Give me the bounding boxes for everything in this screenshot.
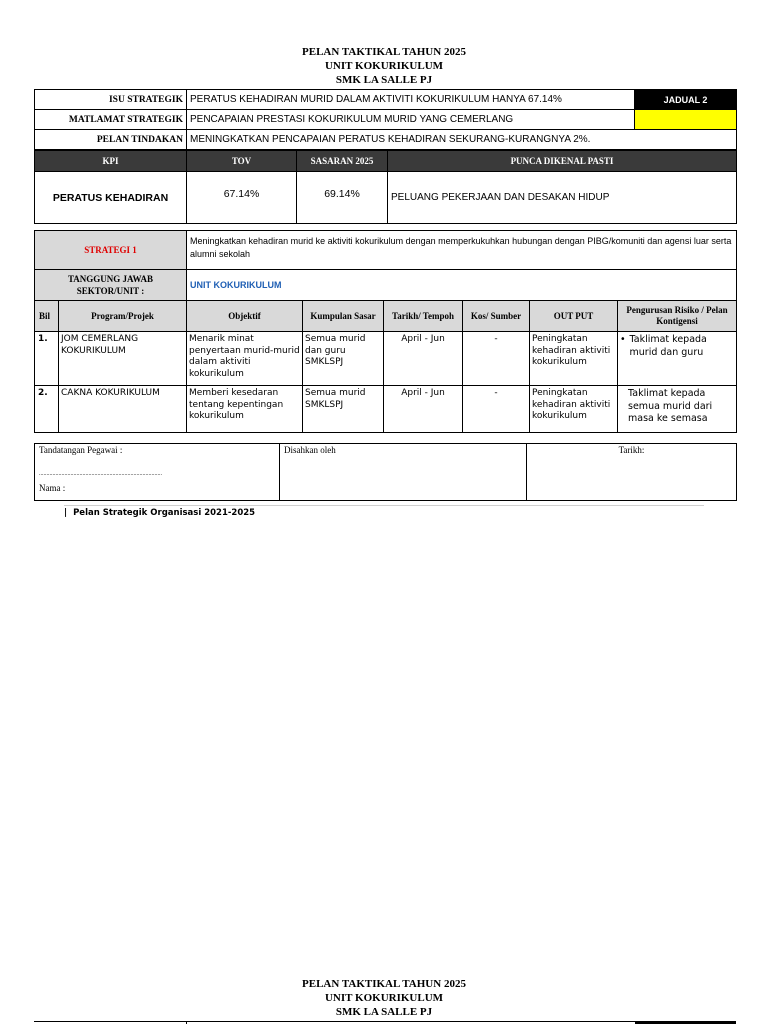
row-objektif: Memberi kesedaran tentang kepentingan kokurikulum [187,386,303,433]
tov-header: TOV [187,151,297,172]
title-line-1: PELAN TAKTIKAL TAHUN 2025 [302,978,466,990]
strategy-title: STRATEGI 1 [35,231,187,270]
row-program: CAKNA KOKURIKULUM [59,386,187,433]
table-row [35,386,737,433]
col-program: Program/Projek [59,301,187,332]
pelan-label: PELAN TINDAKAN [35,130,187,150]
sasaran-header: SASARAN 2025 [297,151,388,172]
tanggung-jawab-label-line-1: TANGGUNG JAWAB [67,274,154,284]
col-tarikh: Tarikh/ Tempoh [384,301,463,332]
signature-officer-cell [35,444,280,501]
row-risiko: Taklimat kepada semua murid dari masa ke semasa [618,386,737,433]
sasaran-value: 69.14% [297,172,388,224]
punca-value: PELUANG PEKERJAAN DAN DESAKAN HIDUP [388,172,737,224]
col-risiko: Pengurusan Risiko / Pelan Kontigensi [618,301,737,332]
row-bil: 1. [35,332,59,386]
row-tarikh: April - Jun [384,332,463,386]
row-objektif: Menarik minat penyertaan murid-murid dalam aktiviti kokurikulum [187,332,303,386]
row-sasar: Semua murid dan guru SMKLSPJ [303,332,384,386]
pelan-value: MENINGKATKAN PENCAPAIAN PERATUS KEHADIRAN SEKURANG-KURANGNYA 2%. [187,130,737,150]
page-footer [64,505,704,518]
col-objektif: Objektif [187,301,303,332]
signature-dotted-line: .................................................................................. [39,471,162,477]
isu-value: PERATUS KEHADIRAN MURID DALAM AKTIVITI KOKURIKULUM HANYA 67.14% [187,90,635,110]
row-risiko [618,332,737,386]
row-bil: 2. [35,386,59,433]
row-output: Peningkatan kehadiran aktiviti kokurikulum [530,332,618,386]
tov-value: 67.14% [187,172,297,224]
disahkan-label: Disahkan oleh [280,444,527,501]
jadual-badge: JADUAL 2 [635,90,737,110]
nama-label: Nama : [39,483,66,493]
col-bil: Bil [35,301,59,332]
tarikh-label: Tarikh: [527,444,737,501]
isu-label: ISU STRATEGIK [35,90,187,110]
title-line-1: PELAN TAKTIKAL TAHUN 2025 [302,46,466,58]
document-title-page-2 [0,977,768,1019]
title-line-2: UNIT KOKURIKULUM [324,60,444,72]
tandatangan-label: Tandatangan Pegawai : [39,445,123,455]
footer-text: Pelan Strategik Organisasi 2021-2025 [73,508,256,518]
strategy-description: Meningkatkan kehadiran murid ke aktiviti kokurikulum dengan memperkukuhkan hubungan dengan PIBG/komuniti dan agensi luar serta alumni sekolah [187,231,737,270]
matlamat-label: MATLAMAT STRATEGIK [35,110,187,130]
tanggung-jawab-label-line-2: SEKTOR/UNIT : [76,286,145,296]
kpi-header: KPI [35,151,187,172]
row-kos: - [463,386,530,433]
document-title [0,45,768,87]
tanggung-jawab-value: UNIT KOKURIKULUM [187,270,737,301]
col-sasar: Kumpulan Sasar [303,301,384,332]
punca-header: PUNCA DIKENAL PASTI [388,151,737,172]
row-program: JOM CEMERLANG KOKURIKULUM [59,332,187,386]
title-line-3: SMK LA SALLE PJ [335,74,433,86]
title-line-3: SMK LA SALLE PJ [335,1006,433,1018]
matlamat-value: PENCAPAIAN PRESTASI KOKURIKULUM MURID YANG CEMERLANG [187,110,635,130]
header-table [34,89,737,150]
signature-table [34,443,737,501]
table-row [35,332,737,386]
row-sasar: Semua murid SMKLSPJ [303,386,384,433]
footer-bar: | [64,508,68,518]
strategy-table [34,230,737,433]
col-output: OUT PUT [530,301,618,332]
title-line-2: UNIT KOKURIKULUM [324,992,444,1004]
tanggung-jawab-label [35,270,187,301]
row-output: Peningkatan kehadiran aktiviti kokurikulum [530,386,618,433]
bullet-icon: • [620,334,626,345]
row-tarikh: April - Jun [384,386,463,433]
col-kos: Kos/ Sumber [463,301,530,332]
row-risiko-text: Taklimat kepada murid dan guru [629,334,707,358]
row-kos: - [463,332,530,386]
kpi-table [34,150,737,224]
highlight-cell [635,110,737,130]
kpi-name: PERATUS KEHADIRAN [35,172,187,224]
